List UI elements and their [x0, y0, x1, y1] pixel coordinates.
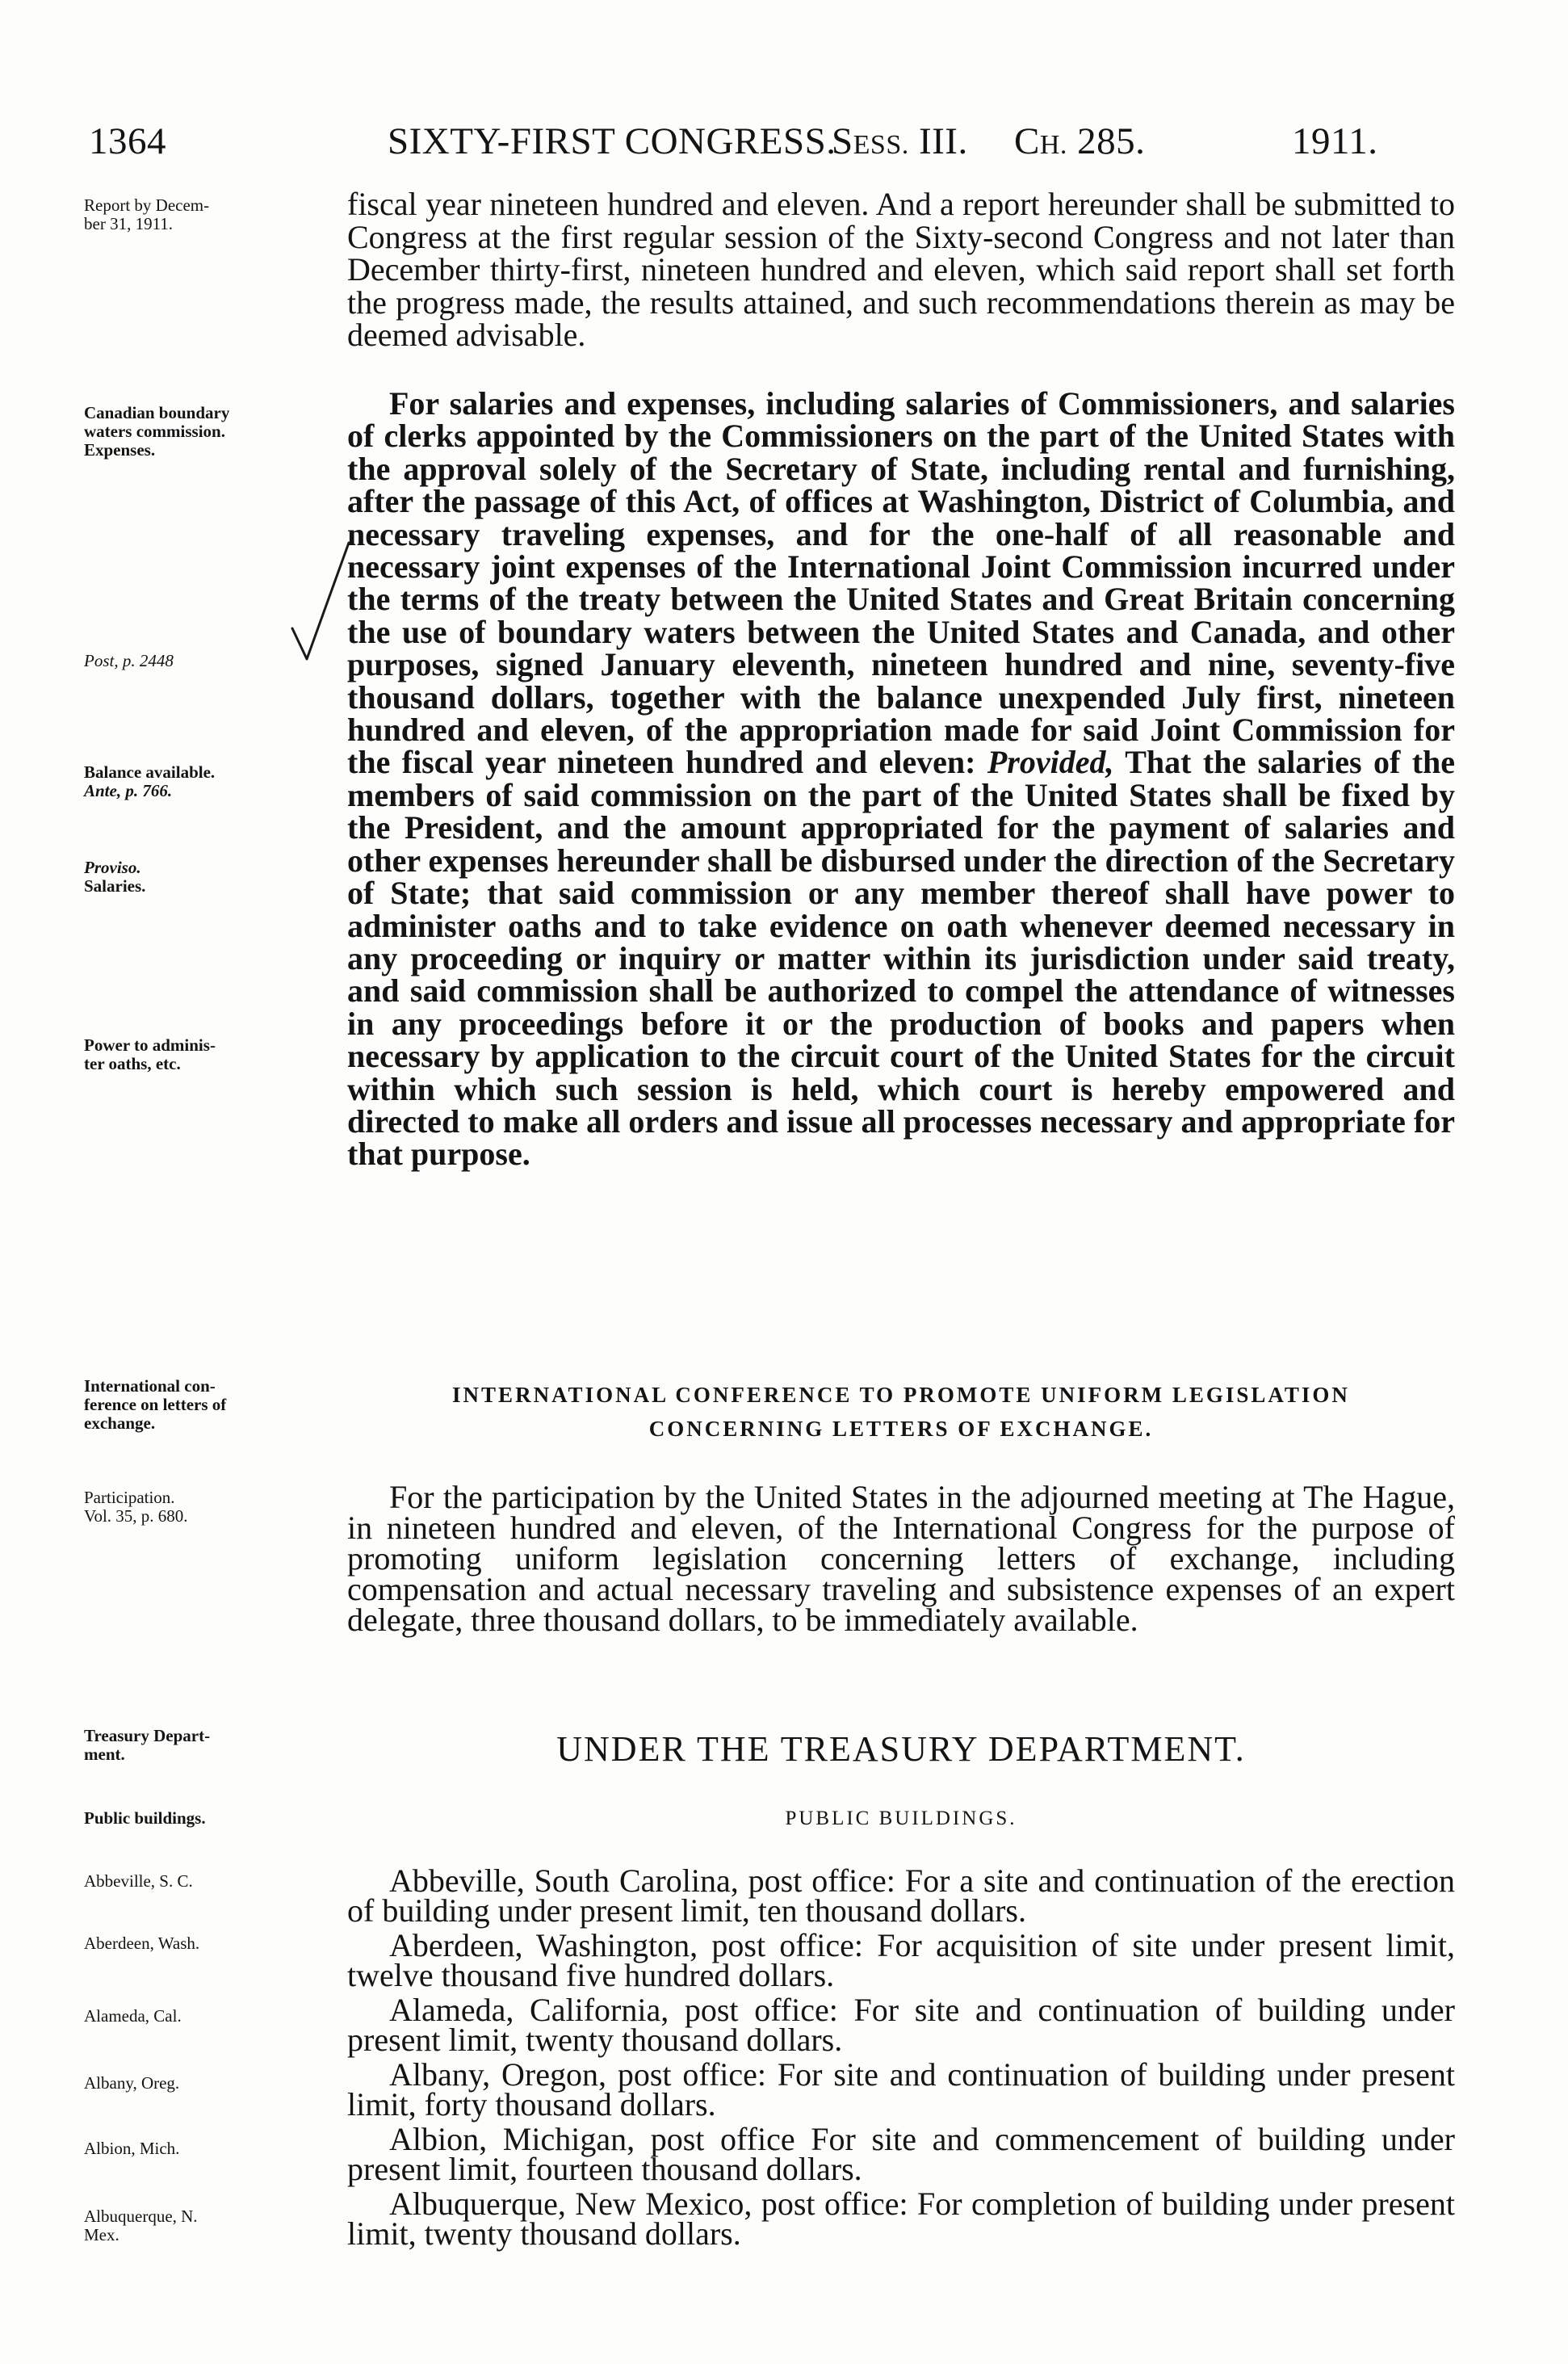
sidenote-public-buildings: Public buildings.	[84, 1808, 206, 1828]
heading-public-buildings: PUBLIC BUILDINGS.	[785, 1808, 1017, 1829]
chapter-label: CH. 285.	[1014, 120, 1146, 162]
sidenote-treasury-department: Treasury Depart- ment.	[84, 1726, 211, 1764]
paragraph-canadian-text-b: That the salaries of the members of said commission on the part of the United States shall be fixed by the President, and the amount appropriated for the payment of salaries and other expenses hereunder shall be disbursed under the direction of the Secretary of State; that said commission or any member thereof shall have power to administer oaths and to take evidence on oath whenever deemed necessary in any proceeding or inquiry or matter within its jurisdiction under said treaty, and said commission shall be authorized to compel the attendance of witnesses in any proceedings before it or the production of books and papers when necessary by application to the circuit court of the United States for the circuit within which such session is held, which court is hereby empowered and directed to make all orders and issue all processes necessary and appropriate for that purpose.	[347, 744, 1456, 1173]
entry-alameda: Alameda, California, post office: For site and continuation of building under present limit, twenty thousand dollars.	[347, 1992, 1455, 2058]
year-label: 1911.	[1292, 120, 1378, 162]
paragraph-report: fiscal year nineteen hundred and eleven. And a report hereunder shall be submitted to Congress at the first regular session of the Sixty-second Congress and not later than December thirty-first, nineteen hundred and eleven, which said report shall set forth the progress made, the results attained, and such recommendations therein as may be deemed advisable.	[347, 186, 1455, 354]
entry-albuquerque: Albuquerque, New Mexico, post office: For completion of building under present limit, twenty thousand dollars.	[347, 2186, 1455, 2252]
public-building-entries	[347, 1862, 1455, 2253]
handwritten-checkmark-icon	[289, 540, 350, 661]
sidenote-albion: Albion, Mich.	[84, 2139, 180, 2158]
paragraph-canadian-text-a: For salaries and expenses, including salaries of Commissioners, and salaries of clerks appointed by the Commissioners on the part of the United States with the approval solely of the Secretary of State, including rental and furnishing, after the passage of this Act, of offices at Washington, District of Columbia, and necessary traveling expenses, and for the one-half of all reasonable and necessary joint expenses of the International Joint Commission incurred under the terms of the treaty between the United States and Great Britain concerning the use of boundary waters between the United States and Canada, and other purposes, signed January eleventh, nineteen hundred and nine, seventy-five thousand dollars, together with the balance unexpended July first, nineteen hundred and eleven, of the appropriation made for said Joint Commission for the fiscal year nineteen hundred and eleven:	[347, 385, 1455, 781]
sidenote-aberdeen: Aberdeen, Wash.	[84, 1934, 200, 1953]
paragraph-participation: For the participation by the United States in the adjourned meeting at The Hague, in nineteen hundred and eleven, of the International Congress for the purpose of promoting uniform legislation concerning letters of exchange, including compensation and actual necessary traveling and subsistence expenses of an expert delegate, three thousand dollars, to be immediately available.	[347, 1479, 1455, 1638]
running-header	[89, 120, 1453, 168]
session-label: SESS. III.	[832, 120, 968, 162]
sidenote-post-reference: Post, p. 2448	[84, 651, 174, 670]
sidenote-power-to-administer: Power to adminis- ter oaths, etc.	[84, 1035, 216, 1073]
heading-international-conference: INTERNATIONAL CONFERENCE TO PROMOTE UNIFORM LEGISLATION CONCERNING LETTERS OF EXCHANGE.	[452, 1383, 1350, 1441]
entry-abbeville: Abbeville, South Carolina, post office: For a site and continuation of the erection of building under present limit, ten thousand dollars.	[347, 1862, 1455, 1929]
sidenote-abbeville: Abbeville, S. C.	[84, 1871, 193, 1891]
proviso-word: Provided,	[987, 744, 1114, 781]
congress-title: SIXTY-FIRST CONGRESS.	[388, 120, 836, 162]
heading-treasury-department: UNDER THE TREASURY DEPARTMENT.	[556, 1729, 1246, 1769]
sidenote-albany: Albany, Oreg.	[84, 2073, 180, 2093]
sidenote-albuquerque: Albuquerque, N. Mex.	[84, 2207, 198, 2244]
sidenote-alameda: Alameda, Cal.	[84, 2006, 182, 2026]
entry-albion: Albion, Michigan, post office For site and commencement of building under present limit, fourteen thousand dollars.	[347, 2121, 1455, 2187]
paragraph-canadian-commission	[347, 385, 1456, 1173]
sidenote-canadian-commission: Canadian boundary waters commission. Expenses.	[84, 403, 230, 460]
entry-albany: Albany, Oregon, post office: For site and continuation of building under present limit, forty thousand dollars.	[347, 2056, 1455, 2123]
entry-aberdeen: Aberdeen, Washington, post office: For acquisition of site under present limit, twelve thousand five hundred dollars.	[347, 1927, 1455, 1993]
page-number: 1364	[89, 120, 166, 162]
sidenote-balance-available: Balance available. Ante, p. 766.	[84, 762, 216, 800]
sidenote-international-conference: International con- ference on letters of exchange.	[84, 1376, 227, 1433]
sidenote-report: Report by Decem- ber 31, 1911.	[84, 195, 210, 233]
sidenote-proviso: Proviso. Salaries.	[84, 858, 146, 896]
sidenote-participation: Participation. Vol. 35, p. 680.	[84, 1488, 188, 1526]
